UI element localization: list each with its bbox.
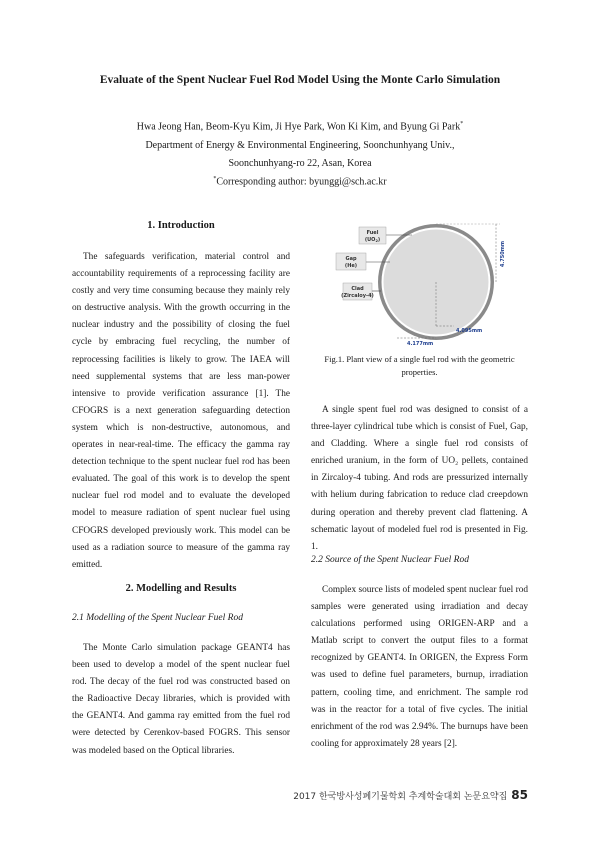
source-paragraph: Complex source lists of modeled spent nuclear fuel rod samples were generated using irradiation and decay calculations performed using ORIGEN-ARP and a Matlab script to convert the output files to a format recognized by GEANT4. In ORIGEN, the Express Form was used to define fuel parameters, burnup, irradiation pattern, cooling time, and enrichment. The sample rod was in the reactor for a total of five cycles. The initial enrichment of the rod was 2.94%. The burnups have been cooling for approximately 28 years [2]. — [311, 585, 528, 749]
address: Soonchunhyang-ro 22, Asan, Korea — [228, 158, 372, 169]
corresponding-author — [40, 176, 560, 187]
figure-caption: Fig.1. Plant view of a single fuel rod with the geometric properties. — [324, 354, 515, 377]
dim-bottom-label: 4.177mm — [407, 341, 434, 347]
intro-paragraph: The safeguards verification, material control and accountability requirements of a reprocessing facility are costly and very time consuming because they mainly rely on destructive analysis. With the growth occurring in the nuclear industry and the possibility of closing the fuel cycle by embracing fuel recycling, the number of reprocessing facilities is likely to grow. The IAEA will need supplemental systems that are less man-power intensive to provide verification assurance [1]. The CFOGRS is a next generation safeguarding detection system which is non-destructive, autonomous, and operates in near-real-time. The efficacy the gamma ray detection technique to the spent nuclear fuel rod has been evaluated. The goal of this work is to develop the spent nuclear fuel rod model and to evaluate the developed model to measure radiation of spent nuclear fuel using CFOGRS developed previously work. This model can be used as a radiation source to measure of the gamma ray emitted. — [72, 252, 290, 570]
rod-description-paragraph: A single spent fuel rod was designed to consist of a three-layer cylindrical tube which is consist of Fuel, Gap, and Cladding. Where a single fuel rod consists of enriched uranium, in the form of UO₂ pellets, contained in Zircaloy-4 tubing. And rods are pressurized internally with helium during fabrication to reduce clad creepdown during operation and thereby prevent clad flattening. A schematic layout of modeled fuel rod is presented in Fig. 1. — [311, 405, 528, 552]
page-footer — [293, 788, 528, 802]
section-heading-introduction: 1. Introduction — [147, 220, 215, 231]
corresponding-text: Corresponding author: byunggi@sch.ac.kr — [216, 176, 387, 188]
dim-inner-label: 4.095mm — [456, 328, 483, 334]
subsection-heading-2-2: 2.2 Source of the Spent Nuclear Fuel Rod — [311, 555, 469, 565]
gap-label: Gap — [345, 256, 357, 262]
authors: Hwa Jeong Han, Beom-Kyu Kim, Ji Hye Park, Won Ki Kim, and Byung Gi Park — [136, 121, 461, 133]
page-number: 85 — [511, 788, 528, 802]
footer-text: 2017 한국방사성폐기물학회 추계학술대회 논문요약집 — [293, 792, 508, 802]
fuel-sublabel: $(UO_2)$ — [364, 237, 381, 243]
dim-vertical-label: 4.750mm — [500, 240, 506, 268]
gap-sublabel: (He) — [344, 263, 358, 269]
modelling-paragraph: The Monte Carlo simulation package GEANT4 has been used to develop a model of the spent nuclear fuel rod. The decay of the fuel rod was constructed based on the Radioactive Decay libraries, which is provided with the GEANT4. And gamma ray emitted from the fuel rod were detected by Cerenkov-based FOGRS. This sensor was modeled based on the Optical libraries. — [72, 643, 290, 756]
corresponding-star: * — [213, 176, 217, 182]
clad-sublabel: (Zircaloy-4) — [341, 293, 374, 299]
authors-star: * — [460, 121, 464, 127]
affiliation: Department of Energy & Environmental Engineering, Soonchunhyang Univ., — [145, 140, 455, 151]
author-list — [40, 121, 560, 132]
fuel-label: Fuel — [366, 230, 379, 236]
fuel-rod-figure — [330, 222, 520, 350]
section-heading-modelling: 2. Modelling and Results — [125, 583, 237, 594]
clad-label: Clad — [351, 286, 364, 292]
subsection-heading-2-1: 2.1 Modelling of the Spent Nuclear Fuel Rod — [72, 613, 243, 623]
paper-title: Evaluate of the Spent Nuclear Fuel Rod Model Using the Monte Carlo Simulation — [99, 74, 501, 86]
